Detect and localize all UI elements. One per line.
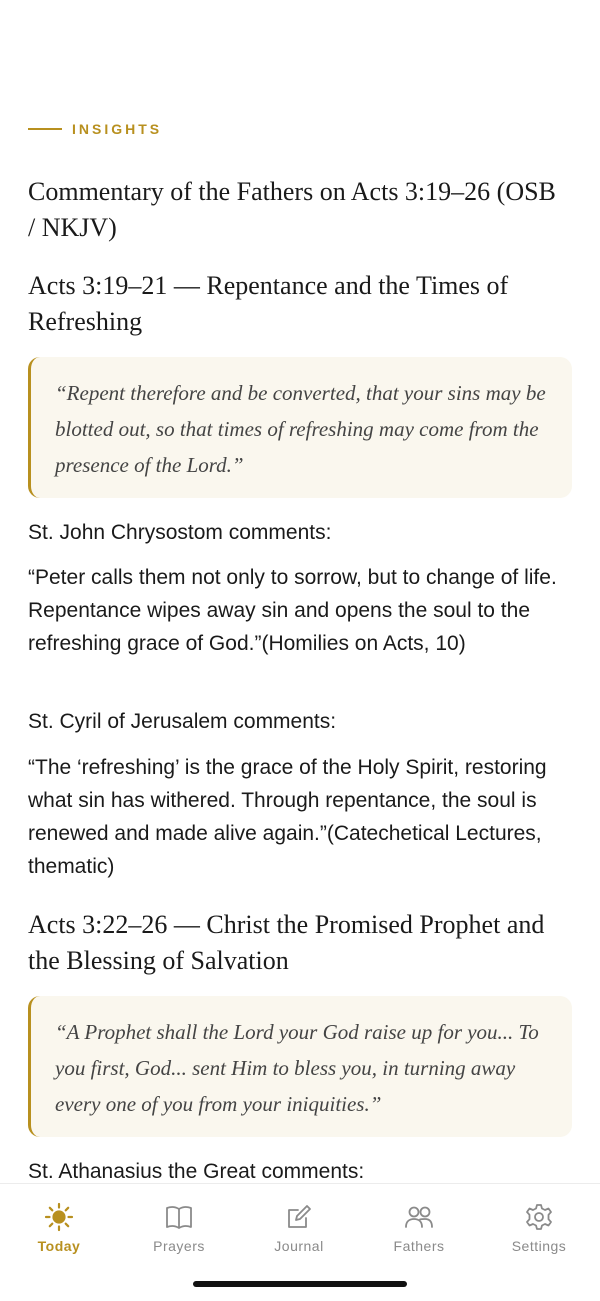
sun-icon <box>44 1202 74 1232</box>
page-title: Commentary of the Fathers on Acts 3:19–26 (OSB / NKJV) <box>28 177 556 242</box>
tab-label: Today <box>37 1238 81 1254</box>
comment-text: “The ‘refreshing’ is the grace of the Holy Spirit, restoring what sin has withered. Through repentance, the soul is renewed and made alive again.”(Catechetical Lectures, thematic) <box>28 756 547 878</box>
tab-prayers[interactable] <box>129 1202 229 1254</box>
gear-icon <box>524 1202 554 1232</box>
scripture-quote: “A Prophet shall the Lord your God raise up for you... To you first, God... sent Him to bless you, in turning away every one of you from your iniquities.” <box>28 996 572 1137</box>
insights-kicker <box>28 121 162 137</box>
tab-label: Prayers <box>153 1238 205 1254</box>
comment-intro: St. John Chrysostom comments: <box>28 521 332 544</box>
tab-label: Settings <box>511 1238 567 1254</box>
book-icon <box>164 1202 194 1232</box>
home-indicator[interactable] <box>193 1281 407 1287</box>
tab-label: Fathers <box>393 1238 445 1254</box>
tab-today[interactable] <box>9 1202 109 1254</box>
section-label: INSIGHTS <box>72 121 163 137</box>
edit-icon <box>284 1202 314 1232</box>
section-heading: Acts 3:19–21 — Repentance and the Times of Refreshing <box>28 271 509 336</box>
scripture-quote: “Repent therefore and be converted, that your sins may be blotted out, so that times of refreshing may come from the presence of the Lord.” <box>28 357 572 498</box>
users-icon <box>404 1202 434 1232</box>
comment-text: “Peter calls them not only to sorrow, but to change of life. Repentance wipes away sin and opens the soul to the refreshing grace of God.”(Homilies on Acts, 10) <box>28 566 557 655</box>
tab-label: Journal <box>274 1238 324 1254</box>
tab-settings[interactable] <box>489 1202 589 1254</box>
section-heading: Acts 3:22–26 — Christ the Promised Prophet and the Blessing of Salvation <box>28 910 545 975</box>
comment-intro: St. Athanasius the Great comments: <box>28 1160 365 1183</box>
tab-fathers[interactable] <box>369 1202 469 1254</box>
comment-intro: St. Cyril of Jerusalem comments: <box>28 710 337 733</box>
tab-journal[interactable] <box>249 1202 349 1254</box>
kicker-rule <box>28 128 62 130</box>
